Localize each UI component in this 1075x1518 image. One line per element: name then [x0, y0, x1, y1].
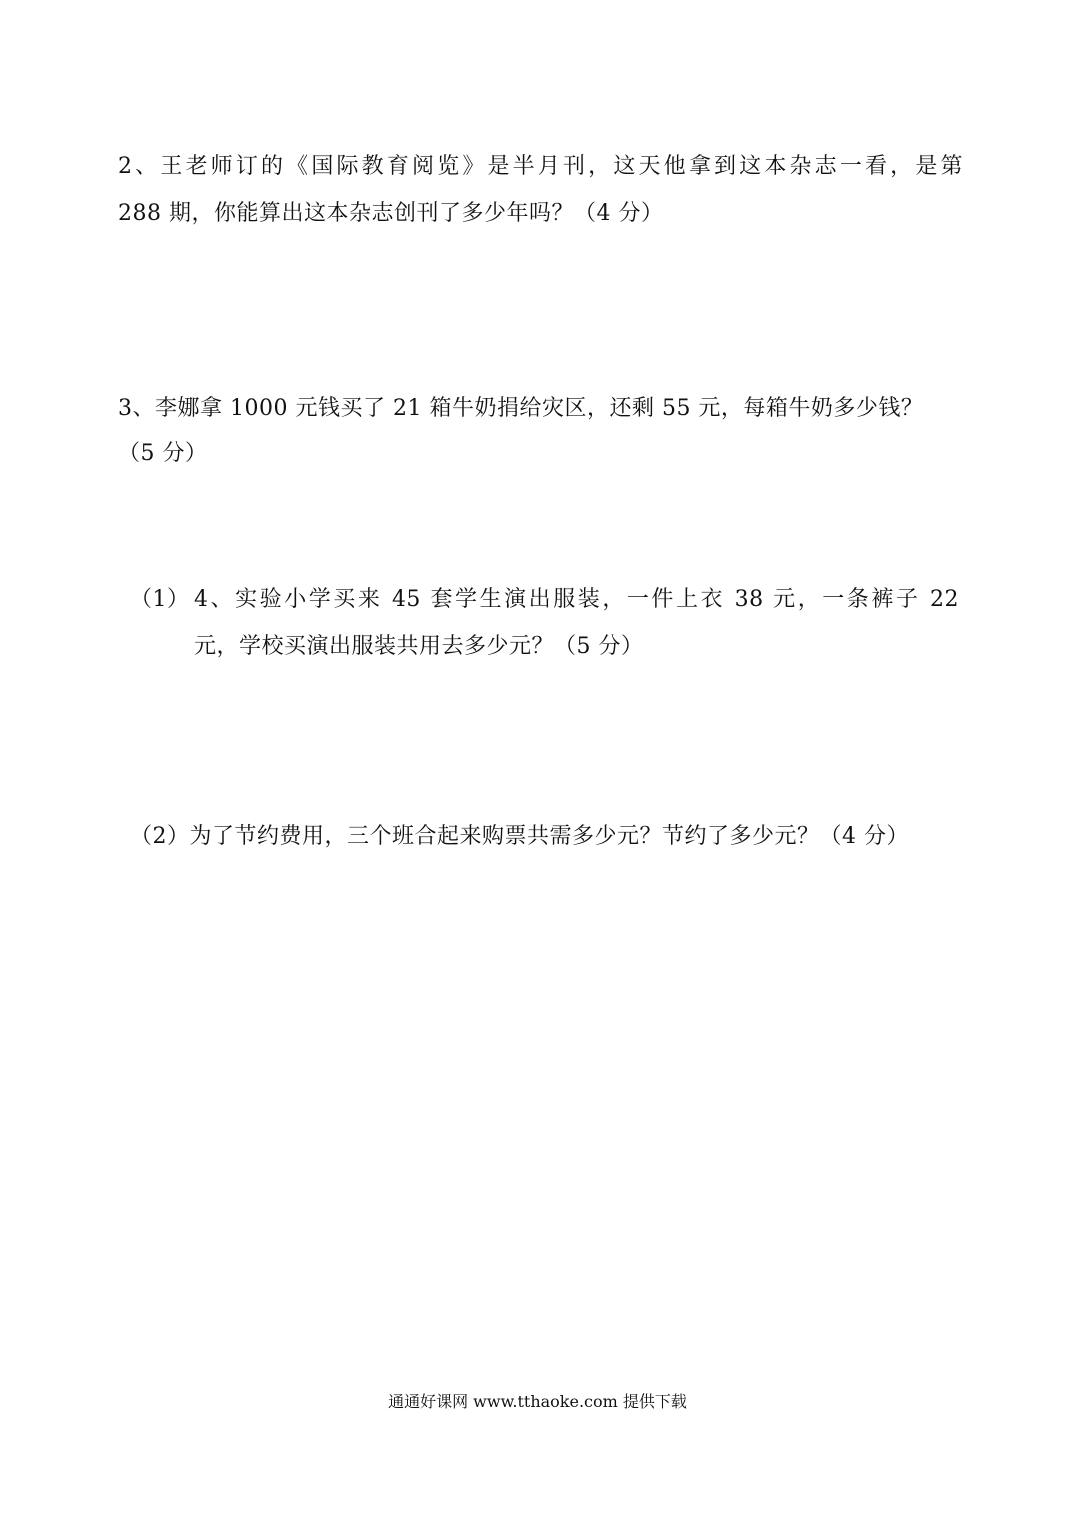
- question-2-line-1: 2、王老师订的《国际教育阅览》是半月刊，这天他拿到这本杂志一看，是第: [118, 154, 963, 179]
- question-4-list-marker: （1）: [130, 587, 190, 612]
- question-3-line-1: 3、李娜拿 1000 元钱买了 21 箱牛奶捐给灾区，还剩 55 元，每箱牛奶多少钱？: [118, 396, 924, 421]
- page-footer: 通通好课网 www.tthaoke.com 提供下载: [388, 1392, 687, 1411]
- question-2-line-2: 288 期，你能算出这本杂志创刊了多少年吗？（4 分）: [118, 201, 664, 226]
- question-3-line-2: （5 分）: [118, 441, 208, 466]
- sub-question-2-text: （2）为了节约费用，三个班合起来购票共需多少元？节约了多少元？（4 分）: [130, 824, 909, 849]
- question-4-line-2: 元，学校买演出服装共用去多少元？（5 分）: [194, 634, 644, 659]
- question-4-line-1: 4、实验小学买来 45 套学生演出服装，一件上衣 38 元，一条裤子 22: [194, 587, 959, 612]
